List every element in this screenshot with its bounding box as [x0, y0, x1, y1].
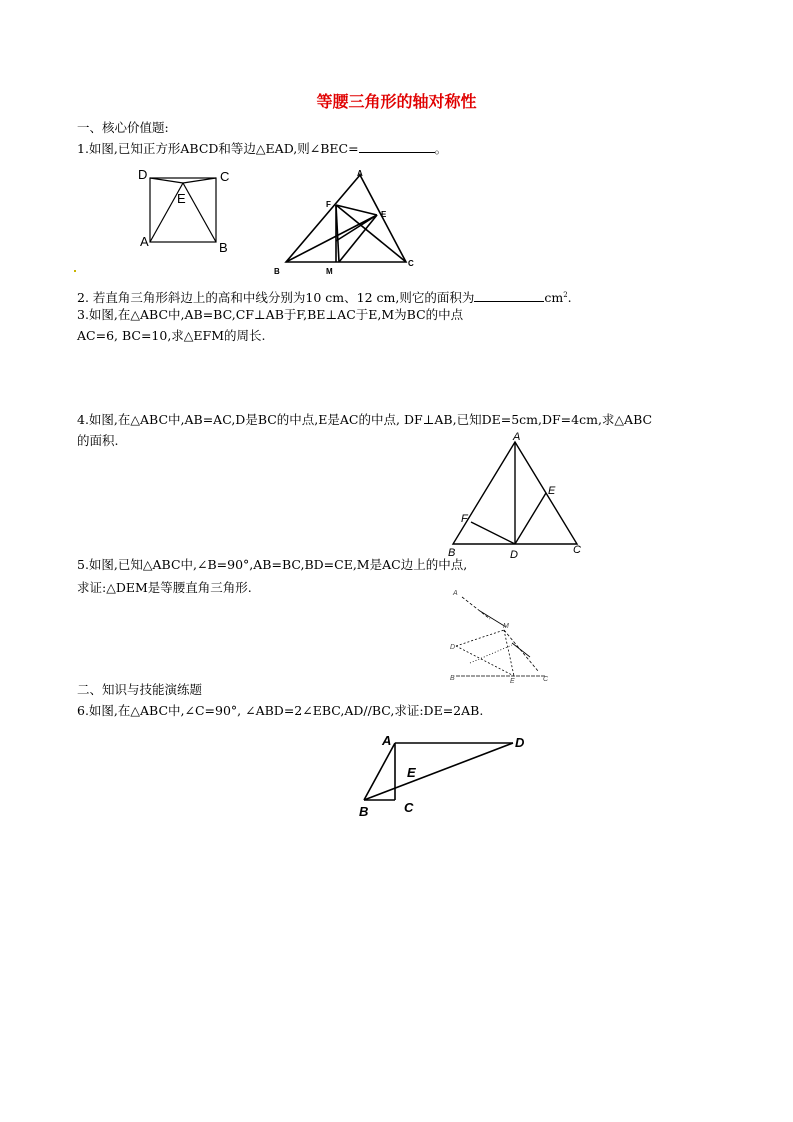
section-heading-2: 二、知识与技能演练题	[77, 682, 203, 697]
label-D: D	[450, 644, 456, 651]
label-M: M	[503, 623, 509, 630]
question-4-line-2: 的面积.	[77, 433, 119, 448]
question-5-line-1: 5.如图,已知△ABC中,∠B=90°,AB=BC,BD=CE,M是AC边上的中点,	[77, 557, 468, 572]
label-E: E	[407, 765, 416, 780]
label-F: F	[461, 513, 468, 525]
answer-blank[interactable]	[359, 141, 435, 153]
question-2	[77, 287, 572, 306]
label-D: D	[515, 735, 525, 750]
label-E: E	[510, 678, 515, 685]
label-E: E	[381, 210, 387, 219]
figure-5-triangle	[448, 583, 558, 688]
label-D: D	[510, 549, 518, 561]
question-1-end: 。	[434, 141, 448, 156]
question-5-line-2: 求证:△DEM是等腰直角三角形.	[77, 580, 252, 595]
question-1-text: 1.如图,已知正方形ABCD和等边△EAD,则∠BEC=	[77, 141, 359, 156]
section-heading-1: 一、核心价值题:	[77, 120, 169, 135]
label-A: A	[357, 169, 363, 178]
question-4-line-1: 4.如图,在△ABC中,AB=AC,D是BC的中点,E是AC的中点, DF⊥AB,已知DE=5cm,DF=4cm,求△ABC	[77, 412, 653, 427]
label-B: B	[448, 547, 456, 559]
question-3-line-2: AC=6, BC=10,求△EFM的周长.	[77, 328, 266, 343]
question-2-text: 2. 若直角三角形斜边上的高和中线分别为10 cm、12 cm,则它的面积为	[77, 290, 475, 306]
question-3-line-1: 3.如图,在△ABC中,AB=BC,CF⊥AB于F,BE⊥AC于E,M为BC的中点	[77, 307, 464, 322]
label-C: C	[220, 169, 230, 184]
figure-2-triangle	[270, 165, 420, 280]
label-B: B	[274, 267, 280, 276]
question-2-end: .	[567, 290, 572, 306]
label-B: B	[219, 240, 228, 255]
page-title: 等腰三角形的轴对称性	[316, 92, 477, 111]
label-M: M	[326, 267, 333, 276]
label-A: A	[382, 733, 392, 748]
label-F: F	[326, 200, 331, 209]
label-C: C	[543, 676, 549, 683]
figure-4-triangle	[440, 425, 590, 565]
label-A: A	[453, 590, 458, 597]
answer-blank[interactable]	[474, 290, 544, 302]
question-6: 6.如图,在△ABC中,∠C=90°, ∠ABD=2∠EBC,AD//BC,求证:DE=2AB.	[77, 703, 484, 718]
figure-1-square	[130, 160, 240, 260]
label-C: C	[408, 259, 414, 268]
unit-exponent: 2	[563, 291, 568, 299]
stray-mark	[74, 270, 76, 272]
label-E: E	[548, 485, 556, 497]
question-1	[77, 141, 447, 157]
label-B: B	[359, 804, 369, 819]
label-E: E	[177, 191, 186, 206]
label-D: D	[138, 167, 148, 182]
unit: cm	[544, 290, 564, 306]
label-C: C	[404, 800, 414, 815]
label-A: A	[140, 234, 149, 249]
label-A: A	[513, 431, 521, 443]
figure-6-triangle	[350, 730, 540, 822]
label-B: B	[450, 675, 455, 682]
label-C: C	[573, 544, 581, 556]
